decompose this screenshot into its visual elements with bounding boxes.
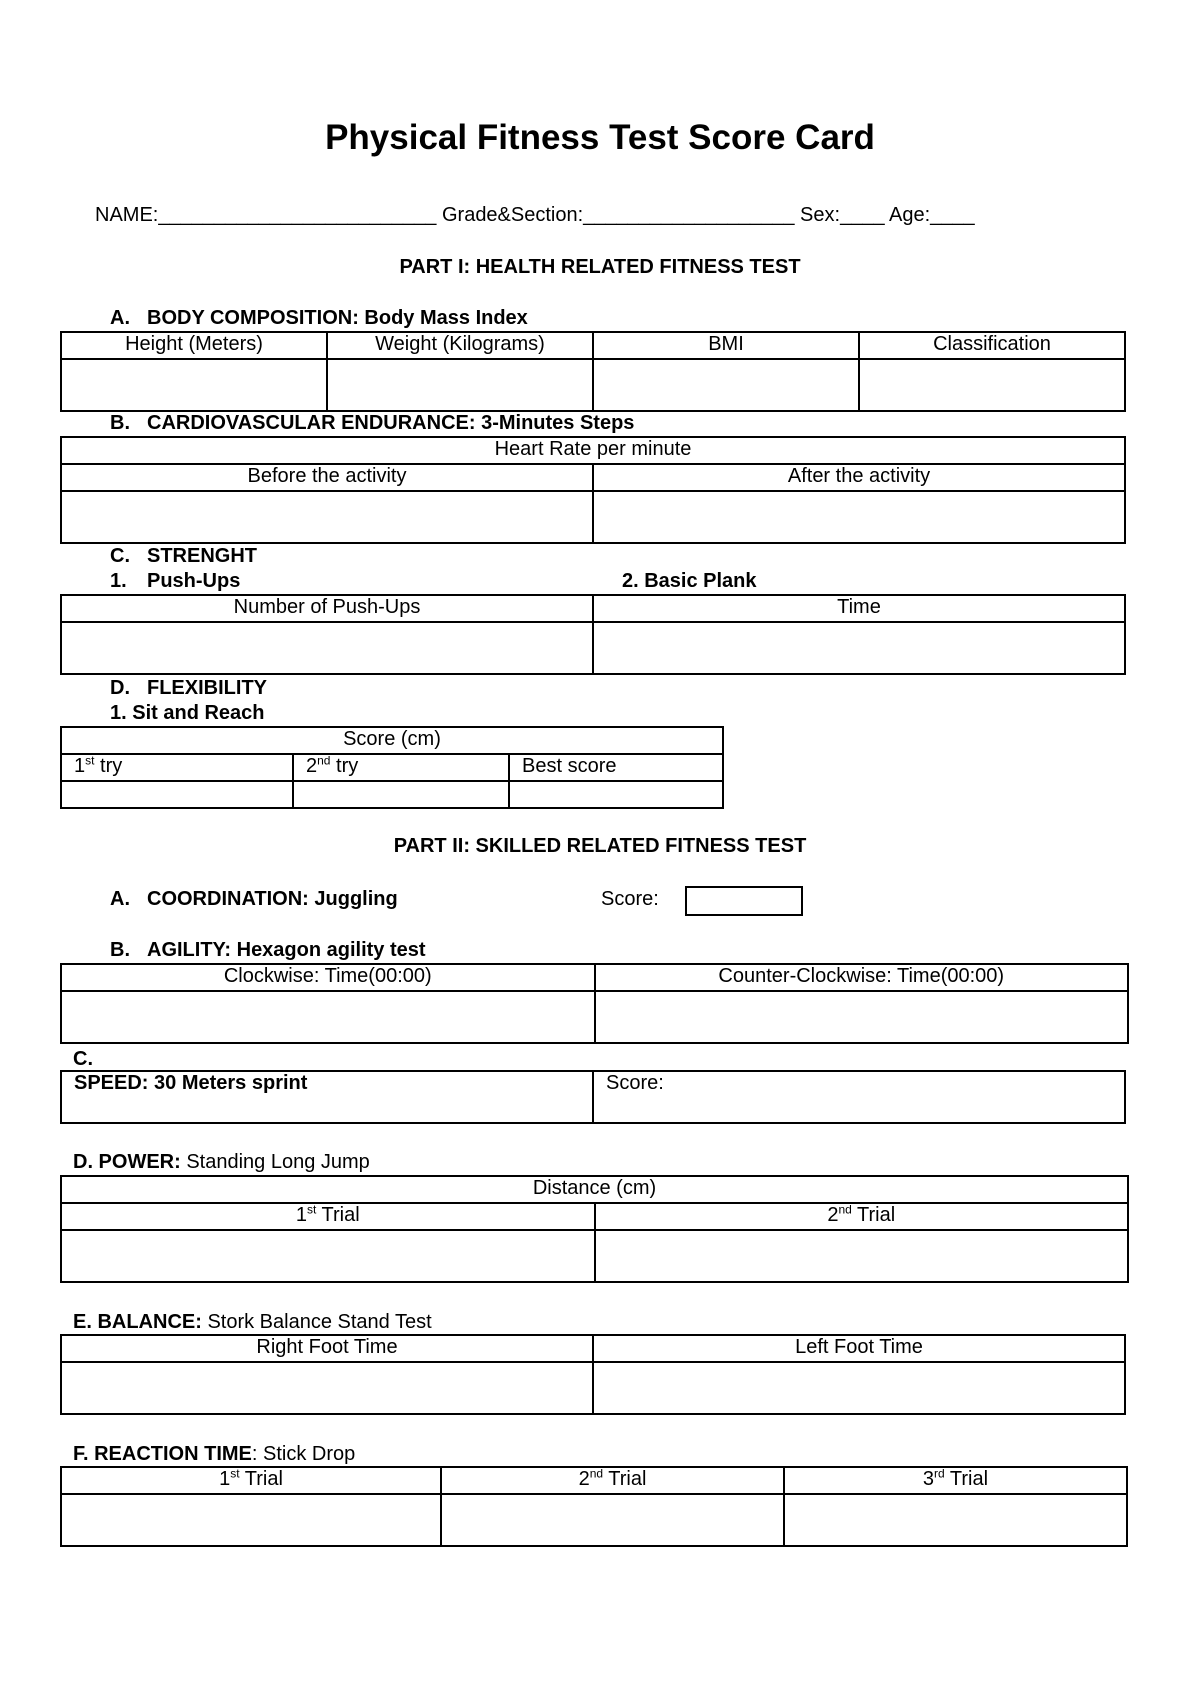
section-title: E. BALANCE: [73,1311,202,1333]
right-foot-cell[interactable] [61,1362,593,1414]
section-letter: A. [110,888,130,910]
reaction-time-heading [73,1443,355,1466]
first-try-header: 1st try [61,754,293,781]
second-try-cell[interactable] [293,781,509,808]
item-number: 1. [110,570,127,592]
distance-header: Distance (cm) [61,1176,1128,1203]
second-try-header: 2nd try [293,754,509,781]
body-composition-heading [110,307,528,330]
first-trial-header: 1st Trial [61,1203,595,1230]
agility-heading [110,939,426,962]
section-subtitle: Standing Long Jump [180,1151,370,1173]
juggling-score-box[interactable] [685,886,803,916]
section-title: CARDIOVASCULAR ENDURANCE: 3-Minutes Steps [147,412,635,434]
third-trial-cell[interactable] [784,1494,1127,1546]
section-title: AGILITY: Hexagon agility test [147,939,426,961]
section-title: COORDINATION: Juggling [147,888,398,910]
after-cell[interactable] [593,491,1125,543]
score-cm-header: Score (cm) [61,727,723,754]
second-trial-cell[interactable] [595,1230,1129,1282]
before-cell[interactable] [61,491,593,543]
speed-table [60,1070,1126,1124]
section-letter: B. [110,939,130,961]
second-trial-header: 2nd Trial [595,1203,1129,1230]
header-time: Time [593,595,1125,622]
header-after: After the activity [593,464,1125,491]
speed-label-cell: SPEED: 30 Meters sprint [61,1071,593,1123]
item-title: Push-Ups [147,570,241,592]
agility-table [60,963,1129,1044]
speed-score-cell[interactable]: Score: [593,1071,1125,1123]
section-letter: B. [110,412,130,434]
header-left-foot: Left Foot Time [593,1335,1125,1362]
bmi-cell[interactable] [593,359,859,411]
second-trial-cell[interactable] [441,1494,784,1546]
weight-cell[interactable] [327,359,593,411]
header-clockwise: Clockwise: Time(00:00) [61,964,595,991]
section-letter: C. [110,545,130,567]
height-cell[interactable] [61,359,327,411]
coordination-heading [110,888,398,911]
strength-heading [110,545,257,568]
bmi-table [60,331,1126,412]
part1-heading: PART I: HEALTH RELATED FITNESS TEST [399,256,801,278]
clockwise-cell[interactable] [61,991,595,1043]
heart-rate-header: Heart Rate per minute [61,437,1125,464]
section-subtitle: Stork Balance Stand Test [201,1311,432,1333]
power-heading [73,1151,370,1174]
classification-cell[interactable] [859,359,1125,411]
first-try-cell[interactable] [61,781,293,808]
header-bmi: BMI [593,332,859,359]
page-title: Physical Fitness Test Score Card [325,118,875,157]
reaction-time-table [60,1466,1128,1547]
pushups-cell[interactable] [61,622,593,674]
header-right-foot: Right Foot Time [61,1335,593,1362]
plank-heading: 2. Basic Plank [622,570,757,592]
first-trial-cell[interactable] [61,1494,441,1546]
section-title: BODY COMPOSITION: Body Mass Index [147,307,528,329]
header-before: Before the activity [61,464,593,491]
sit-reach-heading: 1. Sit and Reach [110,702,265,724]
section-title: FLEXIBILITY [147,677,267,699]
section-subtitle: : Stick Drop [251,1443,356,1465]
section-title: STRENGHT [147,545,257,567]
power-table [60,1175,1129,1283]
juggling-score-label: Score: [601,888,659,910]
header-height: Height (Meters) [61,332,327,359]
section-letter: A. [110,307,130,329]
flexibility-table [60,726,724,809]
pushups-heading [110,570,240,593]
cardio-heading [110,412,634,435]
flexibility-heading [110,677,267,700]
section-letter: D. [110,677,130,699]
header-classification: Classification [859,332,1125,359]
header-pushups: Number of Push-Ups [61,595,593,622]
best-score-header: Best score [509,754,723,781]
header-weight: Weight (Kilograms) [327,332,593,359]
best-score-cell[interactable] [509,781,723,808]
student-info-line: NAME:_________________________ Grade&Section:___________________ Sex:____ Age:____ [95,204,975,226]
speed-letter: C. [73,1048,93,1070]
counter-clockwise-cell[interactable] [595,991,1129,1043]
header-counter-clockwise: Counter-Clockwise: Time(00:00) [595,964,1129,991]
strength-table [60,594,1126,675]
balance-heading [73,1311,432,1334]
part2-heading: PART II: SKILLED RELATED FITNESS TEST [393,835,807,857]
balance-table [60,1334,1126,1415]
plank-time-cell[interactable] [593,622,1125,674]
second-trial-header: 2nd Trial [441,1467,784,1494]
first-trial-header: 1st Trial [61,1467,441,1494]
section-title: F. REACTION TIME [73,1443,252,1465]
section-title: D. POWER: [73,1151,181,1173]
left-foot-cell[interactable] [593,1362,1125,1414]
heart-rate-table [60,436,1126,544]
first-trial-cell[interactable] [61,1230,595,1282]
third-trial-header: 3rd Trial [784,1467,1127,1494]
